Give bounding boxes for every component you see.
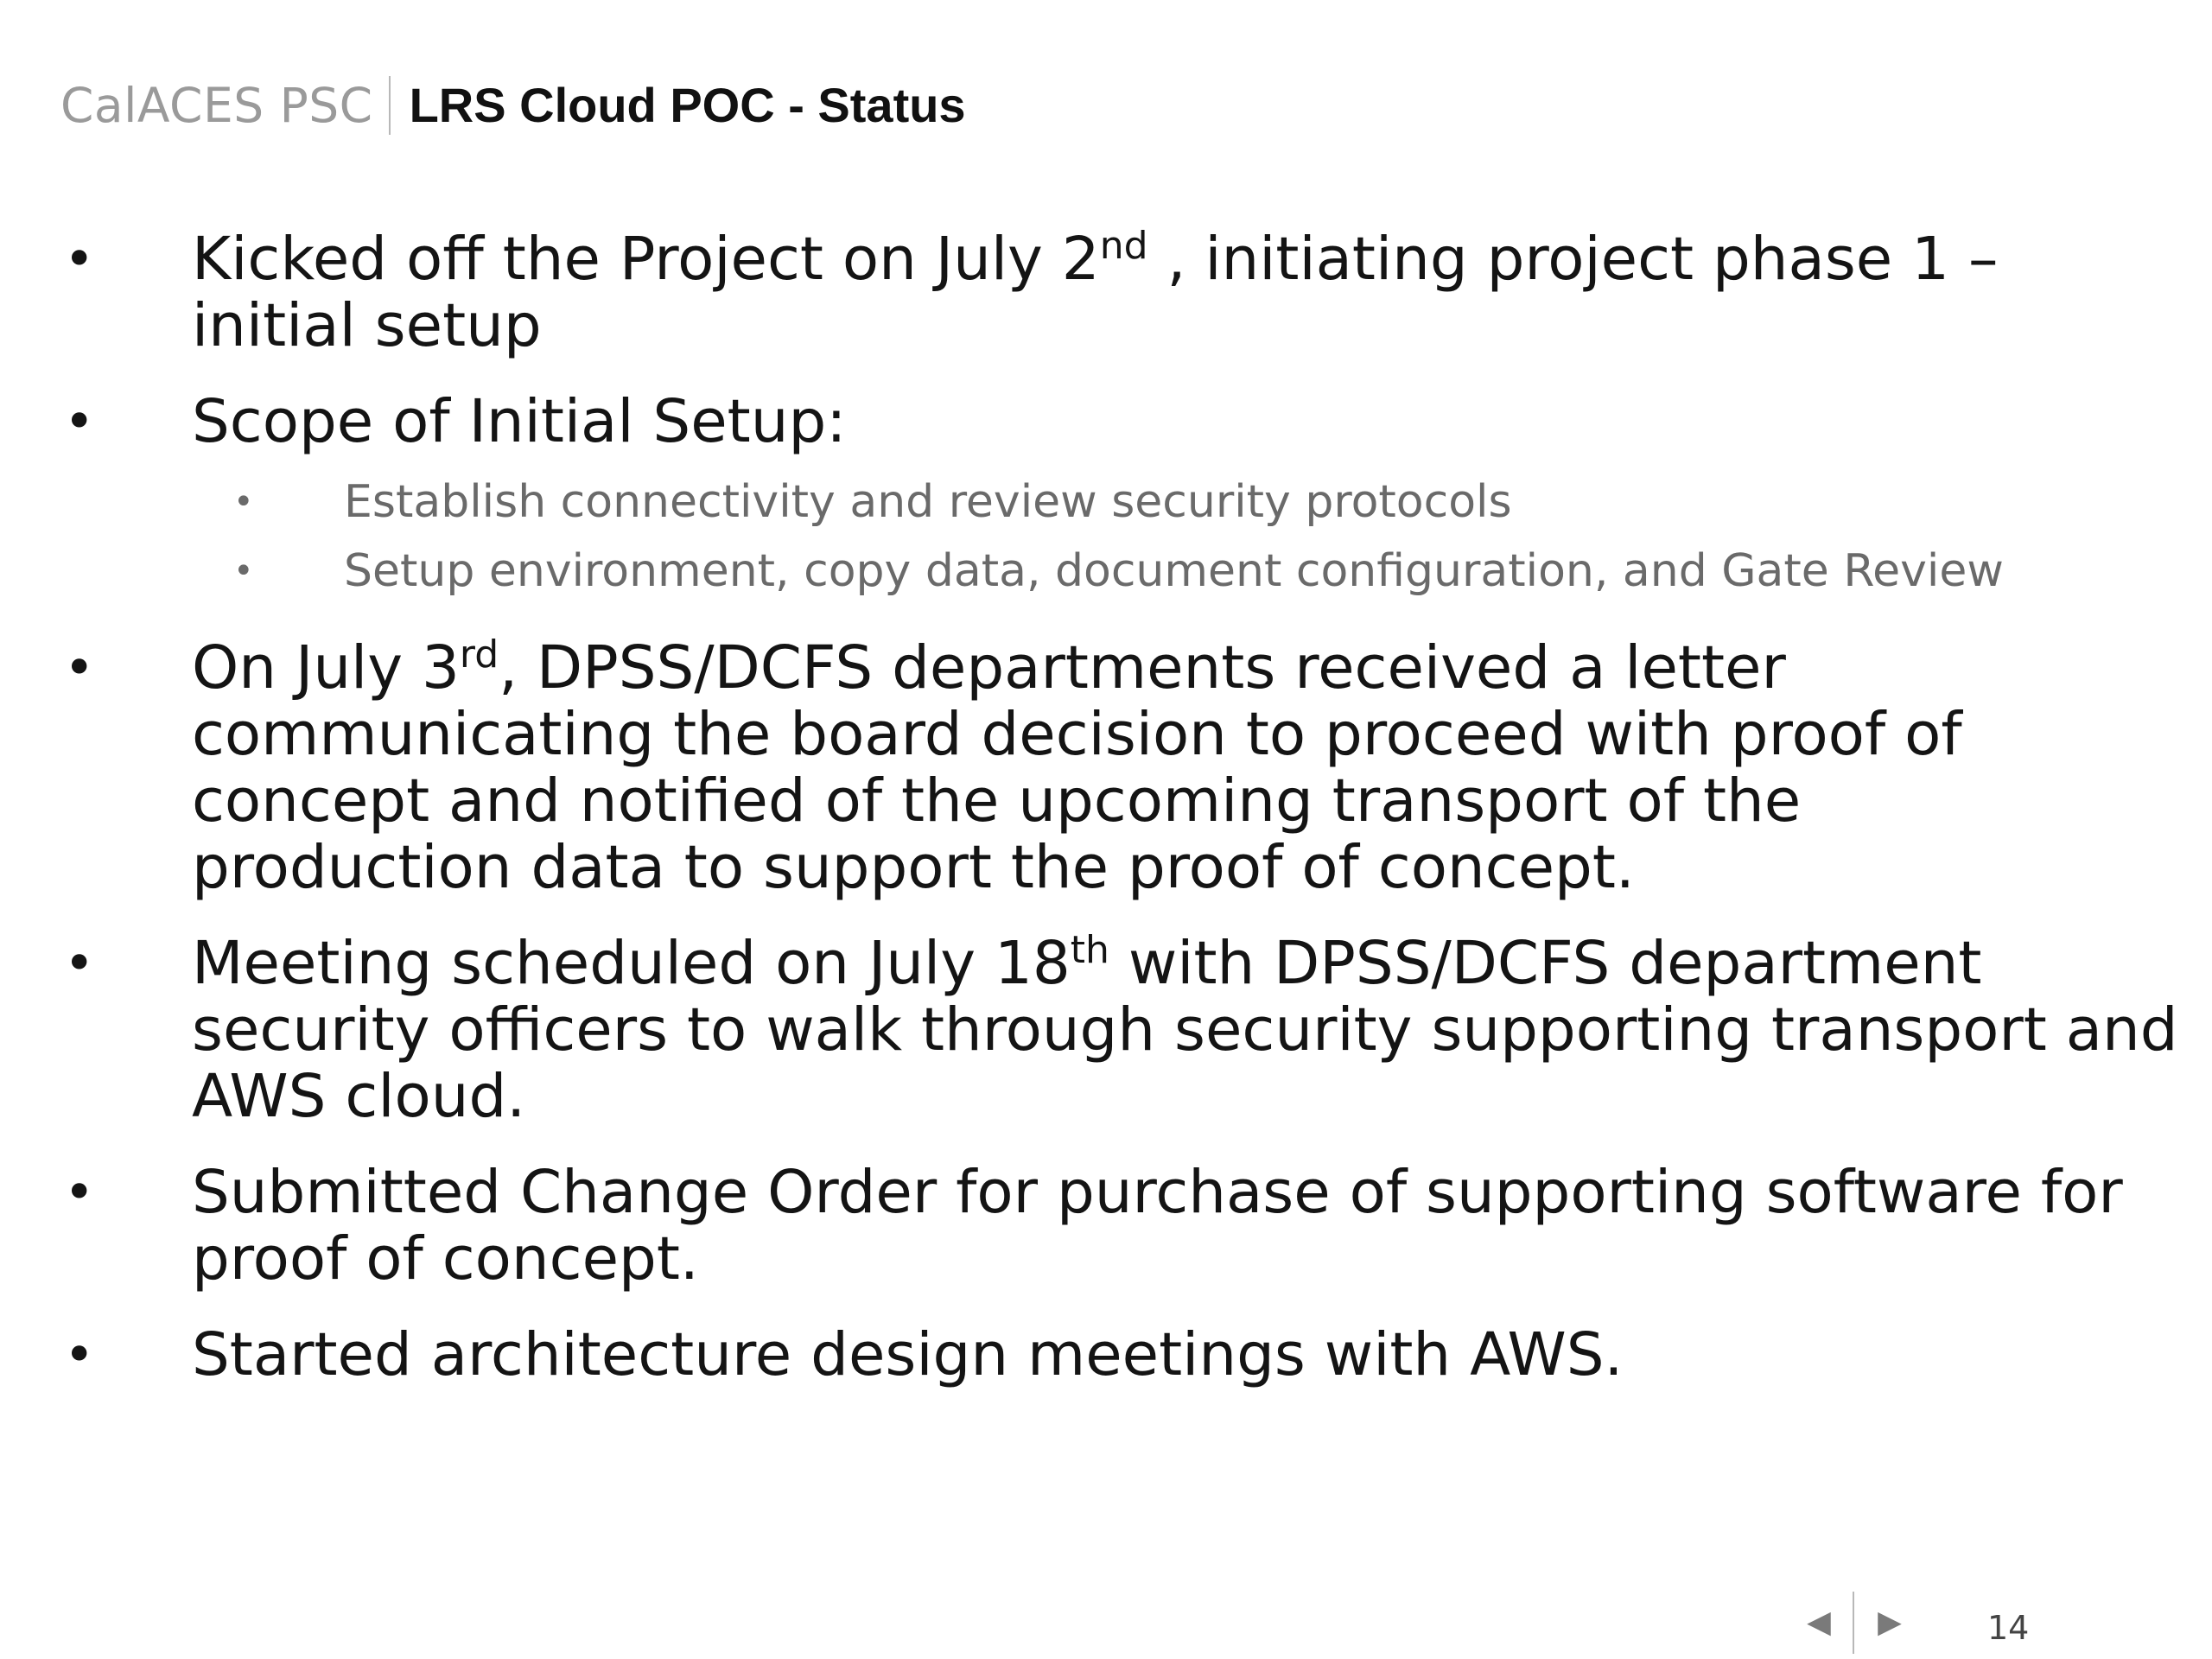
ordinal-suffix: th [1070, 928, 1109, 972]
bullet-marker: • [64, 638, 95, 698]
bullet-text-line [192, 928, 2162, 998]
sub-bullet-marker: • [233, 551, 254, 591]
bullet-text: , DPSS/DCFS departments received a letter [499, 633, 1786, 702]
bullet-text-line [192, 293, 2162, 359]
bullet-text: Started architecture design meetings with AWS. [192, 1320, 1624, 1389]
bullet-text-line [192, 1160, 2162, 1226]
ordinal-suffix: nd [1099, 224, 1148, 268]
bullet-text-line [192, 226, 2162, 293]
ordinal-suffix: rd [459, 632, 499, 677]
bullet-text: initial setup [192, 291, 542, 360]
bullet-text-line [192, 1226, 2162, 1293]
bullet-text: security officers to walk through security supporting transport and [192, 995, 2178, 1065]
bullet-text: AWS cloud. [192, 1062, 526, 1131]
bullet-text: concept and notified of the upcoming transport of the [192, 766, 1802, 836]
bullet-text-line [192, 1322, 2162, 1389]
navigation-divider [1853, 1592, 1854, 1654]
bullet-text-line [192, 768, 2162, 835]
bullet-text: proof of concept. [192, 1224, 699, 1294]
bullet-text: Kicked off the Project on July 2 [192, 225, 1100, 294]
bullet-text-line [192, 1064, 2162, 1130]
bullet-item [0, 389, 2162, 455]
slide-header [60, 76, 966, 135]
bullet-text: with DPSS/DCFS department [1109, 929, 1982, 998]
slide-navigation [1797, 1592, 1910, 1652]
bullet-text: Scope of Initial Setup: [192, 387, 847, 456]
bullet-list [0, 226, 2212, 1418]
bullet-text-line [192, 389, 2162, 455]
bullet-item [0, 226, 2162, 359]
bullet-text-line [192, 632, 2162, 702]
previous-slide-icon[interactable]: ◀ [1807, 1604, 1831, 1640]
sub-bullet-item [0, 537, 2212, 606]
bullet-text: Meeting scheduled on July 18 [192, 929, 1071, 998]
bullet-marker: • [64, 1162, 95, 1223]
sub-bullet-text: Setup environment, copy data, document configuration, and Gate Review [344, 545, 2004, 597]
bullet-text: , initiating project phase 1 – [1147, 225, 1999, 294]
sub-bullet-item [0, 467, 2212, 537]
bullet-item [0, 632, 2162, 902]
bullet-marker: • [64, 229, 95, 289]
bullet-marker: • [64, 391, 95, 452]
sub-bullet-text: Establish connectivity and review security protocols [344, 476, 1512, 528]
bullet-text: On July 3 [192, 633, 460, 702]
bullet-marker: • [64, 1325, 95, 1385]
slide-title: LRS Cloud POC - Status [409, 78, 966, 132]
next-slide-icon[interactable]: ▶ [1878, 1604, 1902, 1640]
bullet-item [0, 928, 2178, 1131]
bullet-text: production data to support the proof of concept. [192, 833, 1635, 902]
organization-name: CalACES PSC [60, 78, 373, 133]
sub-bullet-marker: • [233, 482, 254, 522]
bullet-text-line [192, 835, 2162, 901]
bullet-text-line [192, 702, 2162, 768]
sub-bullet-list [0, 467, 2212, 606]
bullet-item [0, 1322, 2162, 1389]
page-number: 14 [1987, 1609, 2030, 1647]
bullet-text: communicating the board decision to proceed with proof of [192, 700, 1962, 769]
header-divider [389, 76, 391, 135]
bullet-text: Submitted Change Order for purchase of supporting software for [192, 1158, 2123, 1227]
bullet-item [0, 1160, 2162, 1293]
bullet-marker: • [64, 933, 95, 994]
bullet-text-line [192, 995, 2178, 1065]
